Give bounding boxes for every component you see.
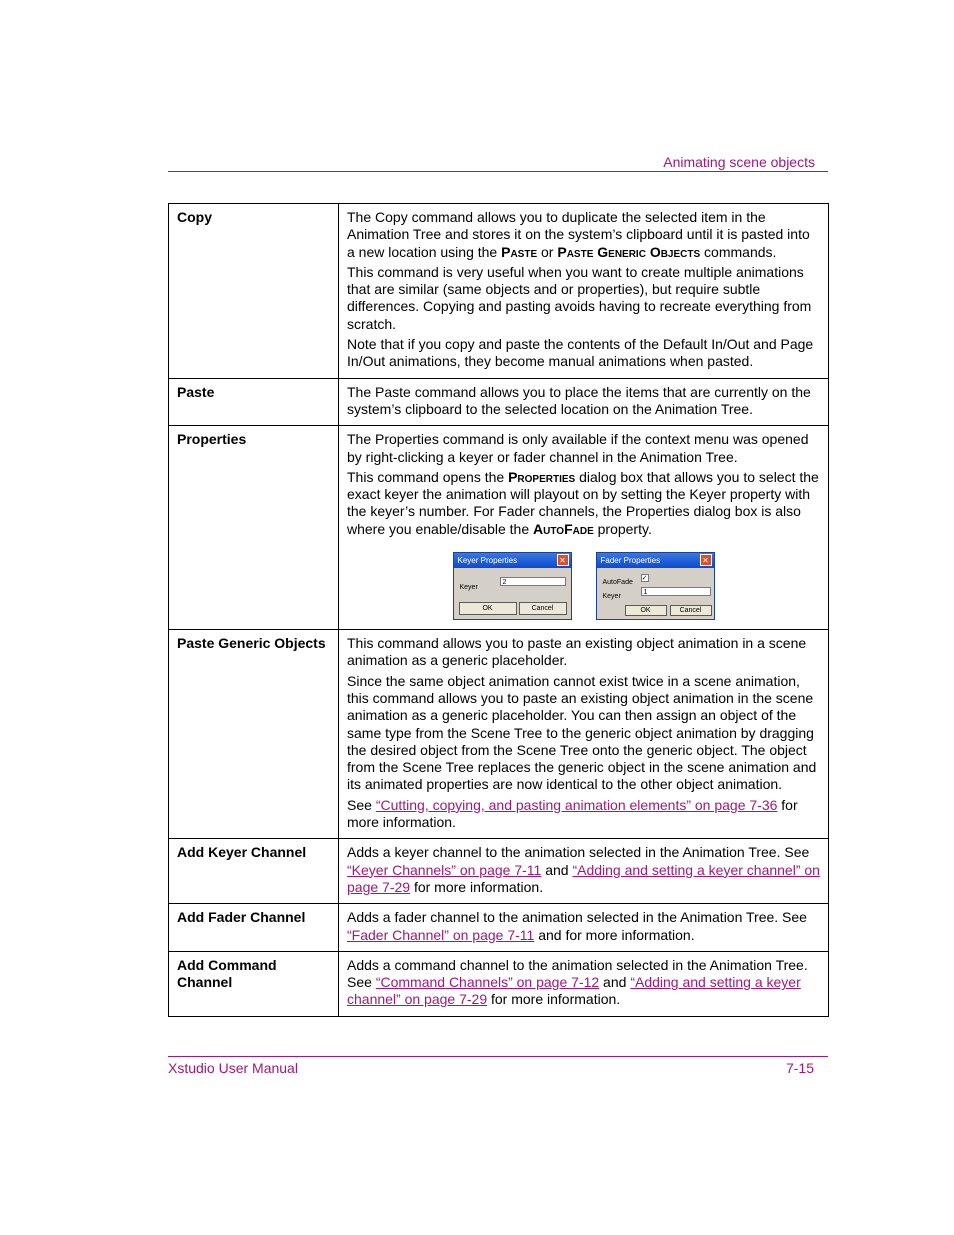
command-name-paste: Paste: [501, 243, 538, 260]
command-table: [168, 203, 829, 1017]
dialog-title-bar: [597, 553, 714, 568]
cancel-button[interactable]: Cancel: [670, 605, 712, 616]
desc-paragraph: This command is very useful when you want to create multiple animations that are similar (same objects and or properties), but require subtle differences. Copying and pasting avoids having to recreate everything from scratch.: [347, 263, 812, 332]
table-row-add-command: [169, 951, 829, 1016]
close-icon[interactable]: ✕: [700, 554, 712, 566]
property-name-autofade: AutoFade: [533, 520, 594, 537]
text-run: for more information.: [410, 878, 544, 895]
desc-paragraph: [347, 469, 820, 538]
text-run: and: [541, 861, 573, 878]
dialog-title: Keyer Properties: [457, 556, 518, 566]
table-row-properties: [169, 426, 829, 630]
text-run: commands.: [700, 243, 777, 260]
term-paste-generic: Paste Generic Objects: [169, 630, 339, 839]
footer-page-number: 7-15: [785, 1060, 814, 1076]
autofade-label: AutoFade: [602, 579, 633, 587]
dialog-title: Fader Properties: [600, 556, 661, 566]
xref-link-fader-channel[interactable]: “Fader Channel” on page 7-11: [347, 926, 535, 943]
text-run: or: [537, 243, 558, 260]
desc-paragraph: [347, 844, 820, 896]
term-properties: Properties: [169, 426, 339, 630]
text-run: Adds a keyer channel to the animation selected in the Animation Tree. See: [347, 844, 810, 861]
ok-button[interactable]: OK: [625, 605, 667, 616]
desc-paragraph: [347, 209, 820, 261]
text-run: dialog box that allows you to select the exact keyer the animation will playout on by setting the Keyer property with the keyer’s number. For Fader channels, the Properties dialog box is also where you enable/disable the: [347, 468, 819, 537]
table-row-paste-generic: [169, 630, 829, 839]
term-copy: Copy: [169, 204, 339, 379]
desc-paragraph: Note that if you copy and paste the contents of the Default In/Out and Page In/Out animations, they become manual animations when pasted.: [347, 336, 814, 370]
term-add-keyer: Add Keyer Channel: [169, 839, 339, 904]
table-row-paste: [169, 378, 829, 426]
desc-copy: [339, 204, 829, 379]
text-run: and for more information.: [534, 926, 695, 943]
desc-paragraph: [347, 909, 820, 944]
close-icon[interactable]: ✕: [557, 554, 569, 566]
text-run: property.: [593, 520, 652, 537]
desc-paragraph: The Paste command allows you to place the items that are currently on the system’s clipboard to the selected location on the Animation Tree.: [347, 383, 811, 417]
table-row-add-keyer: [169, 839, 829, 904]
desc-add-fader: [339, 904, 829, 952]
autofade-checkbox[interactable]: ✓: [641, 575, 648, 583]
text-run: for more information.: [347, 796, 798, 831]
cancel-button[interactable]: Cancel: [519, 602, 567, 615]
text-run: Adds a fader channel to the animation selected in the Animation Tree. See: [347, 909, 807, 926]
fader-properties-dialog: [596, 552, 715, 620]
desc-paragraph: [347, 797, 820, 832]
fader-keyer-field[interactable]: 1: [641, 587, 711, 596]
header-rule: [168, 171, 828, 172]
running-header: Animating scene objects: [663, 154, 815, 170]
table-row-copy: [169, 204, 829, 379]
command-name-properties: Properties: [508, 468, 576, 485]
desc-paste: [339, 378, 829, 426]
xref-link-cutting-copying[interactable]: “Cutting, copying, and pasting animation elements” on page 7-36: [375, 796, 778, 813]
text-run: and: [599, 974, 631, 991]
dialog-title-bar: [454, 553, 571, 568]
term-add-fader: Add Fader Channel: [169, 904, 339, 952]
text-run: for more information.: [487, 991, 621, 1008]
desc-paragraph: The Properties command is only available if the context menu was opened by right-clicking a keyer or fader channel in the Animation Tree.: [347, 431, 809, 465]
keyer-field[interactable]: 2: [500, 577, 566, 586]
xref-link-command-channels[interactable]: “Command Channels” on page 7-12: [375, 974, 600, 991]
desc-paste-generic: [339, 630, 829, 839]
xref-link-adding-keyer-channel[interactable]: “Adding and setting a keyer channel” on page 7-29: [347, 974, 801, 1008]
xref-link-adding-keyer-channel[interactable]: “Adding and setting a keyer channel” on page 7-29: [347, 861, 820, 895]
footer-manual-title: Xstudio User Manual: [168, 1060, 298, 1076]
command-name-paste-generic: Paste Generic Objects: [557, 243, 701, 260]
keyer-label: Keyer: [459, 584, 478, 592]
desc-add-command: [339, 951, 829, 1016]
desc-paragraph: Since the same object animation cannot exist twice in a scene animation, this command allows you to paste an existing object animation in the scene animation as a generic placeholder. You can then assign an object of the same type from the Scene Tree to the generic object animation by dragging the desired object from the Scene Tree onto the generic object. The object from the Scene Tree replaces the generic object in the scene animation and its animated properties are now identical to the other object animation.: [347, 672, 817, 793]
table-row-add-fader: [169, 904, 829, 952]
desc-properties: [339, 426, 829, 630]
desc-add-keyer: [339, 839, 829, 904]
term-paste: Paste: [169, 378, 339, 426]
footer-rule: [168, 1056, 828, 1057]
fader-keyer-label: Keyer: [602, 593, 621, 601]
xref-link-keyer-channels[interactable]: “Keyer Channels” on page 7-11: [347, 861, 542, 878]
text-run: This command opens the: [347, 468, 509, 485]
dialog-screenshots: [347, 552, 820, 620]
text-run: The Copy command allows you to duplicate the selected item in the Animation Tree and stores it on the system’s clipboard until it is pasted into a new location using the: [347, 209, 810, 260]
ok-button[interactable]: OK: [459, 602, 517, 615]
desc-paragraph: This command allows you to paste an existing object animation in a scene animation as a generic placeholder.: [347, 635, 807, 669]
term-add-command: Add Command Channel: [169, 951, 339, 1016]
text-run: Adds a command channel to the animation selected in the Animation Tree. See: [347, 956, 808, 991]
text-run: See: [347, 796, 376, 813]
keyer-properties-dialog: [453, 552, 572, 620]
desc-paragraph: [347, 957, 820, 1009]
